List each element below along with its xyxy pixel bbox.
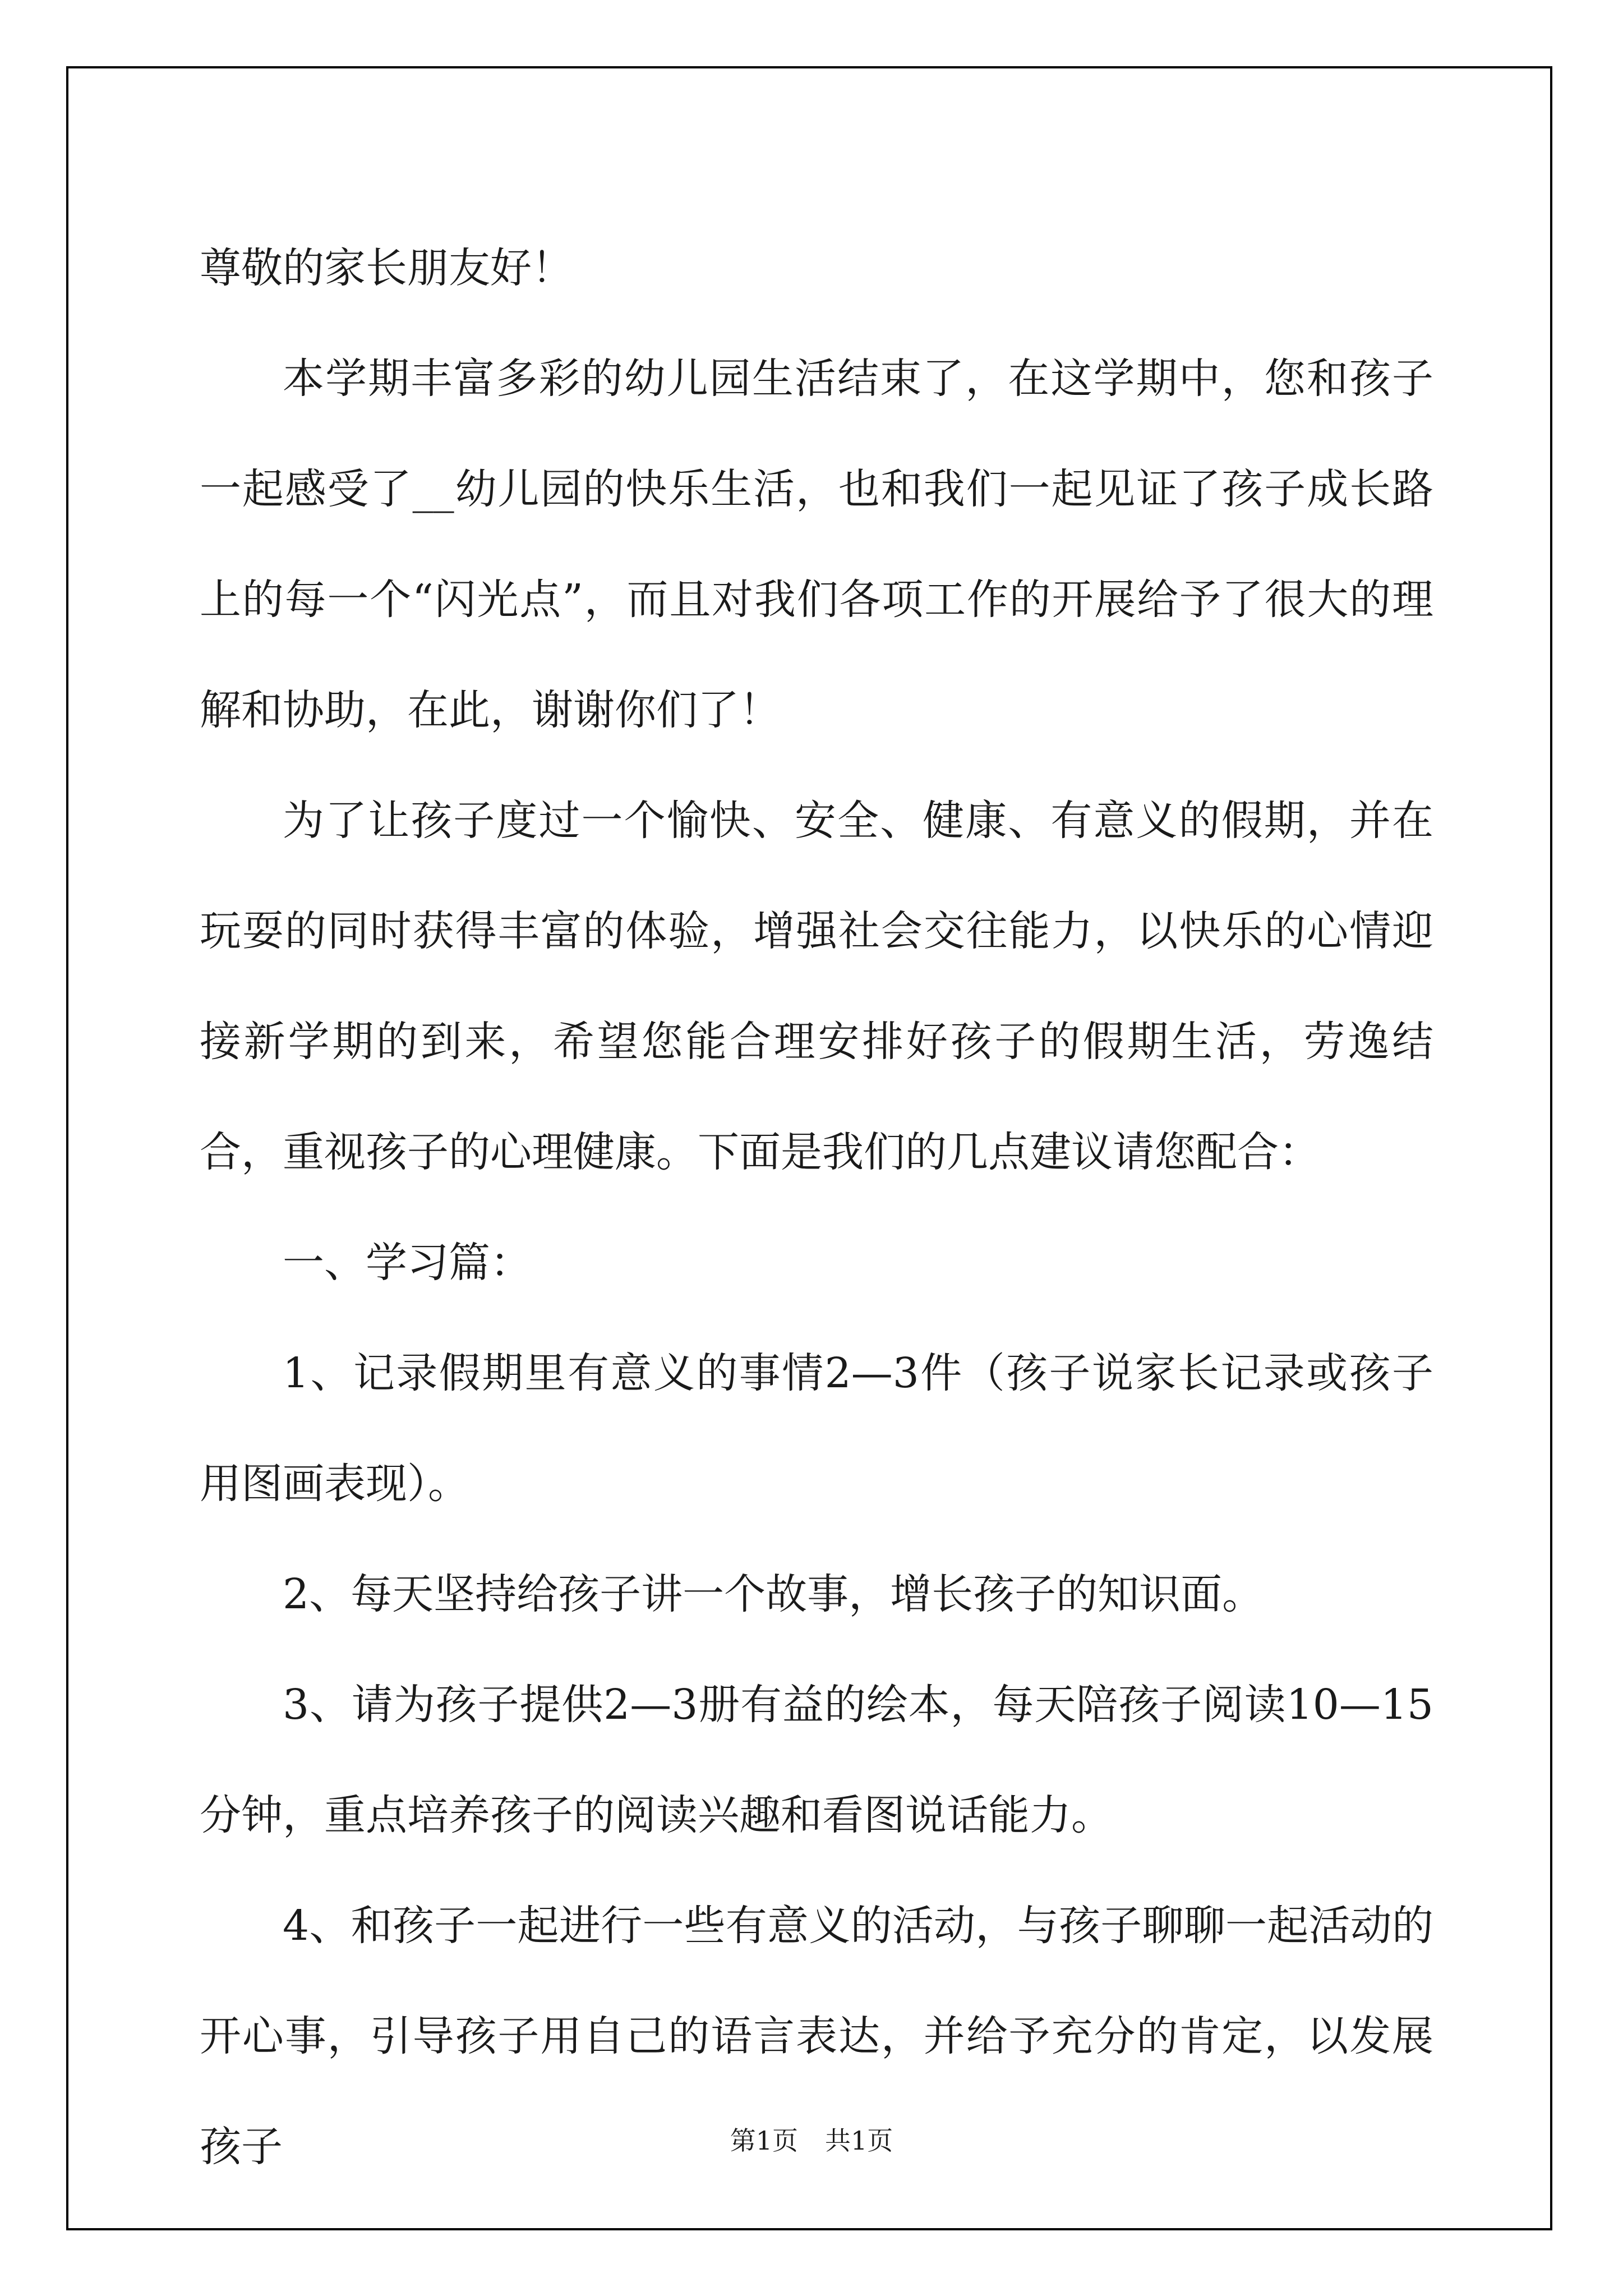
section-heading-study: 一、学习篇： [283,1239,532,1287]
paragraph-purpose: 为了让孩子度过一个愉快、安全、健康、有意义的假期，并在玩耍的同时获得丰富的体验，增强社会交往能力，以快乐的心情迎接新学期的到来，希望您能合理安排好孩子的假期生活，劳逸结合，重视孩子的心理健康。下面是我们的几点建议请您配合： [200,797,1433,1176]
document-body [200,213,1433,2202]
page-number-total: 共1页 [825,2125,893,2156]
list-item-2: 2、每天坚持给孩子讲一个故事，增长孩子的知识面。 [283,1570,1264,1618]
greeting: 尊敬的家长朋友好！ [200,244,573,292]
page-footer [0,2120,1623,2157]
list-item-4: 4、和孩子一起进行一些有意义的活动，与孩子聊聊一起活动的开心事，引导孩子用自己的语言表达，并给予充分的肯定，以发展孩子 [200,1902,1433,2171]
page-number-current: 第1页 [730,2125,798,2156]
paragraph-intro: 本学期丰富多彩的幼儿园生活结束了，在这学期中，您和孩子一起感受了__幼儿园的快乐生活，也和我们一起见证了孩子成长路上的每一个“闪光点”，而且对我们各项工作的开展给予了很大的理解和协助，在此，谢谢你们了！ [200,355,1433,734]
list-item-3: 3、请为孩子提供2—3册有益的绘本，每天陪孩子阅读10—15分钟，重点培养孩子的阅读兴趣和看图说话能力。 [200,1681,1433,1839]
list-item-1: 1、记录假期里有意义的事情2—3件（孩子说家长记录或孩子用图画表现）。 [200,1349,1433,1508]
